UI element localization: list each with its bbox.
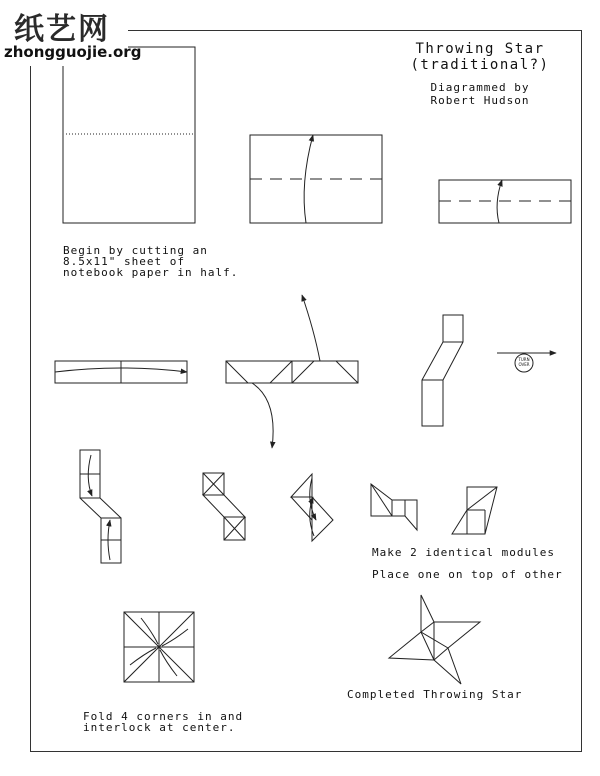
modules-text-line-2: Place one on top of other bbox=[372, 568, 563, 581]
completed-star bbox=[389, 595, 480, 684]
half-sheet bbox=[250, 135, 382, 223]
module-step-b bbox=[203, 473, 245, 540]
intro-text-line-3: notebook paper in half. bbox=[63, 266, 239, 279]
modules-text-line-1: Make 2 identical modules bbox=[372, 546, 555, 559]
credit-line-2: Robert Hudson bbox=[430, 94, 530, 107]
module-step-a bbox=[80, 450, 121, 563]
site-logo-url: zhongguojie.org bbox=[4, 43, 142, 61]
intro-text-line-2: 8.5x11" sheet of bbox=[63, 255, 185, 268]
fold-text-line-1: Fold 4 corners in and bbox=[83, 710, 244, 723]
module-step-c bbox=[291, 474, 333, 541]
site-logo bbox=[0, 0, 142, 66]
diagram-subtitle: (traditional?) bbox=[410, 57, 550, 73]
long-strip bbox=[55, 361, 187, 383]
quarter-strip bbox=[439, 180, 571, 223]
credit-line-1: Diagrammed by bbox=[430, 81, 530, 94]
pinwheel bbox=[124, 612, 194, 682]
strip-diagonals bbox=[226, 295, 358, 448]
turn-over-label: TURN OVER bbox=[518, 357, 530, 367]
completed-caption: Completed Throwing Star bbox=[347, 688, 523, 701]
intro-text-line-1: Begin by cutting an bbox=[63, 244, 208, 257]
module-z-shape bbox=[422, 315, 463, 426]
module-left bbox=[371, 484, 417, 530]
fold-text-line-2: interlock at center. bbox=[83, 721, 236, 734]
diagram-title: Throwing Star bbox=[415, 41, 545, 57]
sheet-full bbox=[63, 47, 195, 223]
site-logo-characters: 纸艺网 bbox=[14, 12, 110, 47]
module-right bbox=[452, 487, 497, 534]
